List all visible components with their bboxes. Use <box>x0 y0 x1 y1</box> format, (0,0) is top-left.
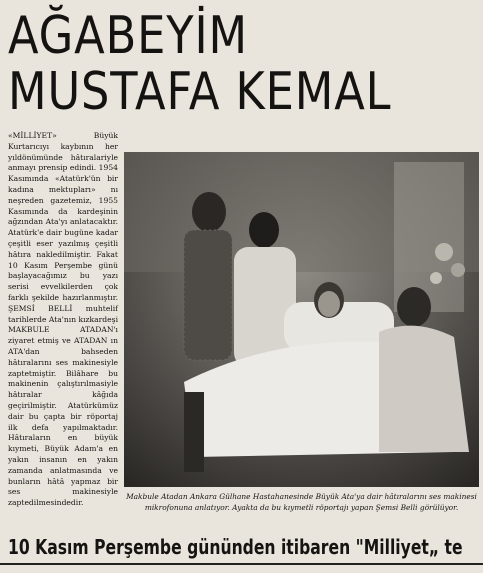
photo-illustration <box>124 152 479 487</box>
article-body: «MİLLİYET» Büyük Kurtarıcıyı kaybının her yıldönümünde hâtıralariyle anmayı prensip edindi. 1954 Kasımında «Atatürk'ün bir kadına mektupları» nı neşreden gazetemiz, 1955 Kasımında da kardeşinin ağzından Ata'yı anlatacaktır. Atatürk'e dair bugüne kadar çeşitli eser yazılmış çeşitli hâtıra nakledilmiştir. Fakat 10 Kasım Perşembe günü başlayacağımız bu yazı serisi evvelkilerden çok farklı şekilde hazırlanmıştır. ŞEMSİ BELLİ muhtelif tarihlerde Ata'nın kızkardeşi MAKBULE ATADAN'ı ziyaret etmiş ve ATADAN ın ATA'dan bahseden hâtıralarını ses makinesiyle zaptetmiştir. Bilâhare bu makinenin çalıştırılmasiyle hâtıralar kâğıda geçirilmiştir. Atatürkümüz dair bu çapta bir röportaj ilk defa yapılmaktadır. Hâtıraların en büyük kıymeti, Büyük Adam'a en yakın insanın en yakın zamanda anlatmasında ve bunların hâtâ yapmaz bir ses makinesiyle zaptedilmesindedir. <box>8 131 118 508</box>
photo-caption: Makbule Atadan Ankara Gülhane Hastahanesinde Büyük Ata'ya dair hâtıralarını ses makinesi mikrofonuna anlatıyor. Ayakta da bu kıymetli röportajı yapan Şemsi Belli görülüyor. <box>126 492 477 512</box>
headline-line-1: AĞABEYİM <box>8 6 248 66</box>
bottom-rule <box>0 563 483 565</box>
announcement-banner <box>0 532 483 562</box>
article-column <box>8 131 118 509</box>
banner-text: 10 Kasım Perşembe gününden itibaren "Milliyet„ te <box>8 535 463 559</box>
hospital-photo <box>124 152 479 487</box>
headline-line-2: MUSTAFA KEMAL <box>8 62 392 122</box>
